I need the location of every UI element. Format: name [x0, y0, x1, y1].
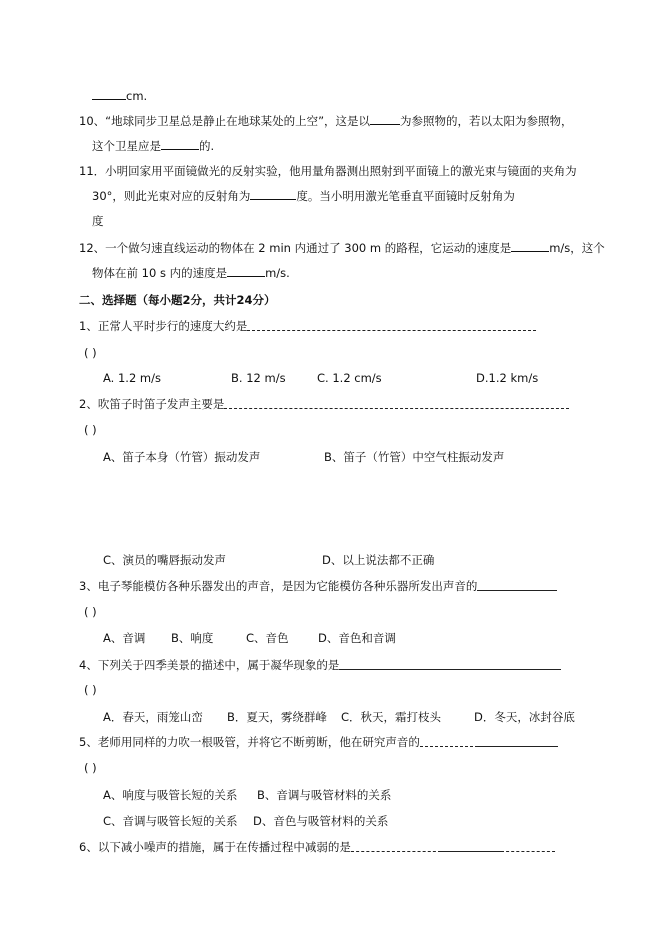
answer-blank[interactable] — [250, 188, 296, 200]
option-c[interactable]: C、演员的嘴唇振动发声 — [103, 553, 227, 567]
option-a[interactable]: A. 1.2 m/s — [103, 371, 161, 385]
question-3-stem — [79, 578, 557, 594]
option-c[interactable]: C．秋天，霜打枝头 — [341, 710, 442, 724]
option-a[interactable]: A、笛子本身（竹管）振动发声 — [103, 450, 261, 464]
question-1-text: 1、正常人平时步行的速度大约是 — [79, 319, 248, 333]
option-b[interactable]: B. 12 m/s — [231, 371, 286, 385]
answer-paren[interactable]: ( ) — [84, 346, 97, 360]
question-6-text: 6、以下减小噪声的措施，属于在传播过程中减弱的是 — [79, 840, 351, 854]
answer-blank[interactable] — [161, 138, 199, 150]
option-b[interactable]: B、音调与吸管材料的关系 — [257, 788, 392, 802]
option-d[interactable]: D、音色与吸管材料的关系 — [253, 814, 389, 828]
question-10-text-c: 这个卫星应是 — [92, 139, 161, 153]
section-title: 二、选择题（每小题2分，共计24分） — [79, 293, 276, 307]
question-12-line2 — [92, 265, 290, 281]
question-10-line2 — [92, 138, 214, 154]
question-10-text-b: 为参照物的，若以太阳为参照物， — [400, 114, 573, 128]
option-b[interactable]: B、响度 — [171, 631, 214, 645]
option-c[interactable]: C、音调与吸管长短的关系 — [103, 814, 238, 828]
question-11-text-c: 度。当小明用激光笔垂直平面镜时反射角为 — [296, 189, 515, 203]
unit-text: cm. — [126, 89, 148, 103]
question-11-line1 — [79, 163, 577, 179]
option-d[interactable]: D、以上说法都不正确 — [322, 553, 435, 567]
option-a[interactable]: A、音调 — [103, 631, 146, 645]
question-2-stem — [79, 396, 569, 412]
answer-paren[interactable]: ( ) — [84, 605, 97, 619]
question-12-text-d: m/s. — [265, 266, 290, 280]
leader-line — [224, 400, 569, 409]
option-d[interactable]: D、音色和音调 — [318, 631, 396, 645]
answer-paren[interactable]: ( ) — [84, 683, 97, 697]
question-2-text: 2、吹笛子时笛子发声主要是 — [79, 397, 225, 411]
option-a[interactable]: A．春天，雨笼山峦 — [103, 710, 203, 724]
question-4-stem — [79, 657, 561, 673]
question-4-text: 4、下列关于四季美景的描述中，属于凝华现象的是 — [79, 658, 340, 672]
question-1-stem — [79, 318, 536, 334]
leader-line — [501, 843, 555, 852]
question-12-line1 — [79, 240, 605, 256]
leader-line — [478, 738, 558, 747]
q9-tail-line — [92, 88, 147, 104]
answer-blank[interactable] — [227, 265, 265, 277]
option-a[interactable]: A、响度与吸管长短的关系 — [103, 788, 238, 802]
question-11-text: 11．小明回家用平面镜做光的反射实验，他用量角器测出照射到平面镜上的激光束与镜面的夹角为 — [79, 164, 577, 178]
option-c[interactable]: C. 1.2 cm/s — [317, 371, 382, 385]
option-b[interactable]: B．夏天，雾绕群峰 — [227, 710, 327, 724]
question-12-text: 12、一个做匀速直线运动的物体在 2 min 内通过了 300 m 的路程，它运动的速度是 — [79, 241, 512, 255]
question-5-text: 5、老师用同样的力吹一根吸管，并将它不断剪断，他在研究声音的 — [79, 735, 420, 749]
question-11-line2 — [92, 188, 515, 204]
option-d[interactable]: D．冬天，冰封谷底 — [474, 710, 575, 724]
question-3-text: 3、电子琴能模仿各种乐器发出的声音，是因为它能模仿各种乐器所发出声音的 — [79, 579, 478, 593]
answer-blank[interactable] — [370, 113, 400, 125]
question-6-stem — [79, 839, 555, 855]
leader-line — [420, 738, 478, 747]
leader-line — [247, 322, 536, 331]
leader-line — [477, 582, 557, 591]
leader-line — [339, 661, 561, 670]
question-5-stem — [79, 734, 558, 750]
question-11-text-b: 30°，则此光束对应的反射角为 — [92, 189, 251, 203]
option-b[interactable]: B、笛子（竹管）中空气柱振动发声 — [324, 450, 505, 464]
answer-blank[interactable] — [511, 240, 549, 252]
answer-blank[interactable] — [92, 88, 126, 100]
question-10-line1 — [79, 113, 573, 129]
question-10-text-d: 的. — [199, 139, 215, 153]
answer-paren[interactable]: ( ) — [84, 761, 97, 775]
question-10-text: 10、“地球同步卫星总是静止在地球某处的上空”，这是以 — [79, 114, 371, 128]
answer-paren[interactable]: ( ) — [84, 423, 97, 437]
question-12-text-c: 物体在前 10 s 内的速度是 — [92, 266, 228, 280]
option-d[interactable]: D.1.2 km/s — [476, 371, 539, 385]
option-c[interactable]: C、音色 — [246, 631, 289, 645]
leader-line — [351, 843, 441, 852]
question-12-text-b: m/s，这个 — [549, 241, 605, 255]
leader-line — [441, 843, 501, 852]
question-11-line3 — [92, 213, 104, 229]
question-11-text-d: 度 — [92, 214, 104, 228]
